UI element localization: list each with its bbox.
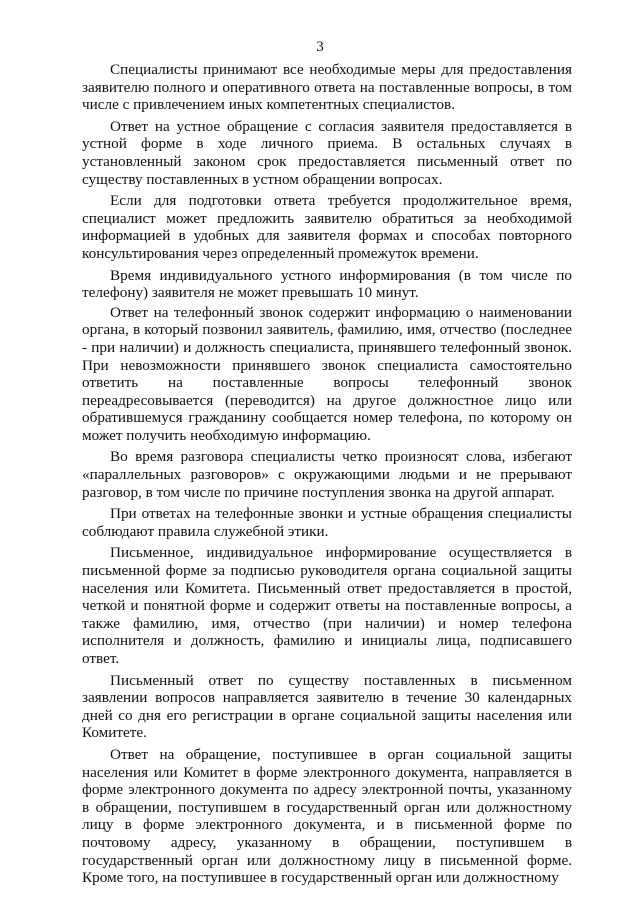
paragraph-7: При ответах на телефонные звонки и устные обращения специалисты соблюдают правила служебной этики. xyxy=(82,505,572,540)
paragraph-10: Ответ на обращение, поступившее в орган социальной защиты населения или Комитет в форме электронного документа, направляется в форме электронного документа по адресу электронной почты, указанному в обращении, поступившем в государственный орган или должностному лицу в форме электронного документа, и в письменной форме по почтовому адресу, указанному в обращении, поступившем в государственный орган или должностному лицу в письменной форме. Кроме того, на поступившее в государственный орган или должностному xyxy=(82,745,572,887)
paragraph-9: Письменный ответ по существу поставленных в письменном заявлении вопросов направляется заявителю в течение 30 календарных дней со дня его регистрации в органе социальной защиты населения или Комитете. xyxy=(82,671,572,742)
paragraph-4: Время индивидуального устного информирования (в том числе по телефону) заявителя не может превышать 10 минут. xyxy=(82,266,572,302)
paragraph-2: Ответ на устное обращение с согласия заявителя предоставляется в устной форме в ходе личного приема. В остальных случаях в установленный законом срок предоставляется письменный ответ по существу поставленных в устном обращении вопросах. xyxy=(82,117,572,188)
paragraph-3: Если для подготовки ответа требуется продолжительное время, специалист может предложить заявителю обратиться за необходимой информацией в удобных для заявителя формах и способах повторного консультирования через определенный промежуток времени. xyxy=(82,192,572,262)
page-number: 3 xyxy=(316,39,324,55)
paragraph-6: Во время разговора специалисты четко произносят слова, избегают «параллельных разговоров» с окружающими людьми и не прерывают разговор, в том числе по причине поступления звонка на другой аппарат. xyxy=(82,448,572,501)
paragraph-5: Ответ на телефонный звонок содержит информацию о наименовании органа, в который позвонил заявитель, фамилию, имя, отчество (последнее - при наличии) и должность специалиста, принявшего телефонный звонок. При невозможности принявшего звонок специалиста самостоятельно ответить на поставленные вопросы телефонный звонок переадресовывается (переводится) на другое должностное лицо или обратившемуся гражданину сообщается номер телефона, по которому он может получить необходимую информацию. xyxy=(82,303,572,444)
document-body xyxy=(82,61,572,891)
paragraph-8: Письменное, индивидуальное информирование осуществляется в письменной форме за подписью руководителя органа социальной защиты населения или Комитета. Письменный ответ предоставляется в простой, четкой и понятной форме и содержит ответы на поставленные вопросы, а также фамилию, имя, отчество (при наличии) и номер телефона исполнителя и должность, фамилию и инициалы лица, подписавшего ответ. xyxy=(82,544,572,667)
paragraph-1: Специалисты принимают все необходимые меры для предоставления заявителю полного и оперативного ответа на поставленные вопросы, в том числе с привлечением иных компетентных специалистов. xyxy=(82,61,572,114)
